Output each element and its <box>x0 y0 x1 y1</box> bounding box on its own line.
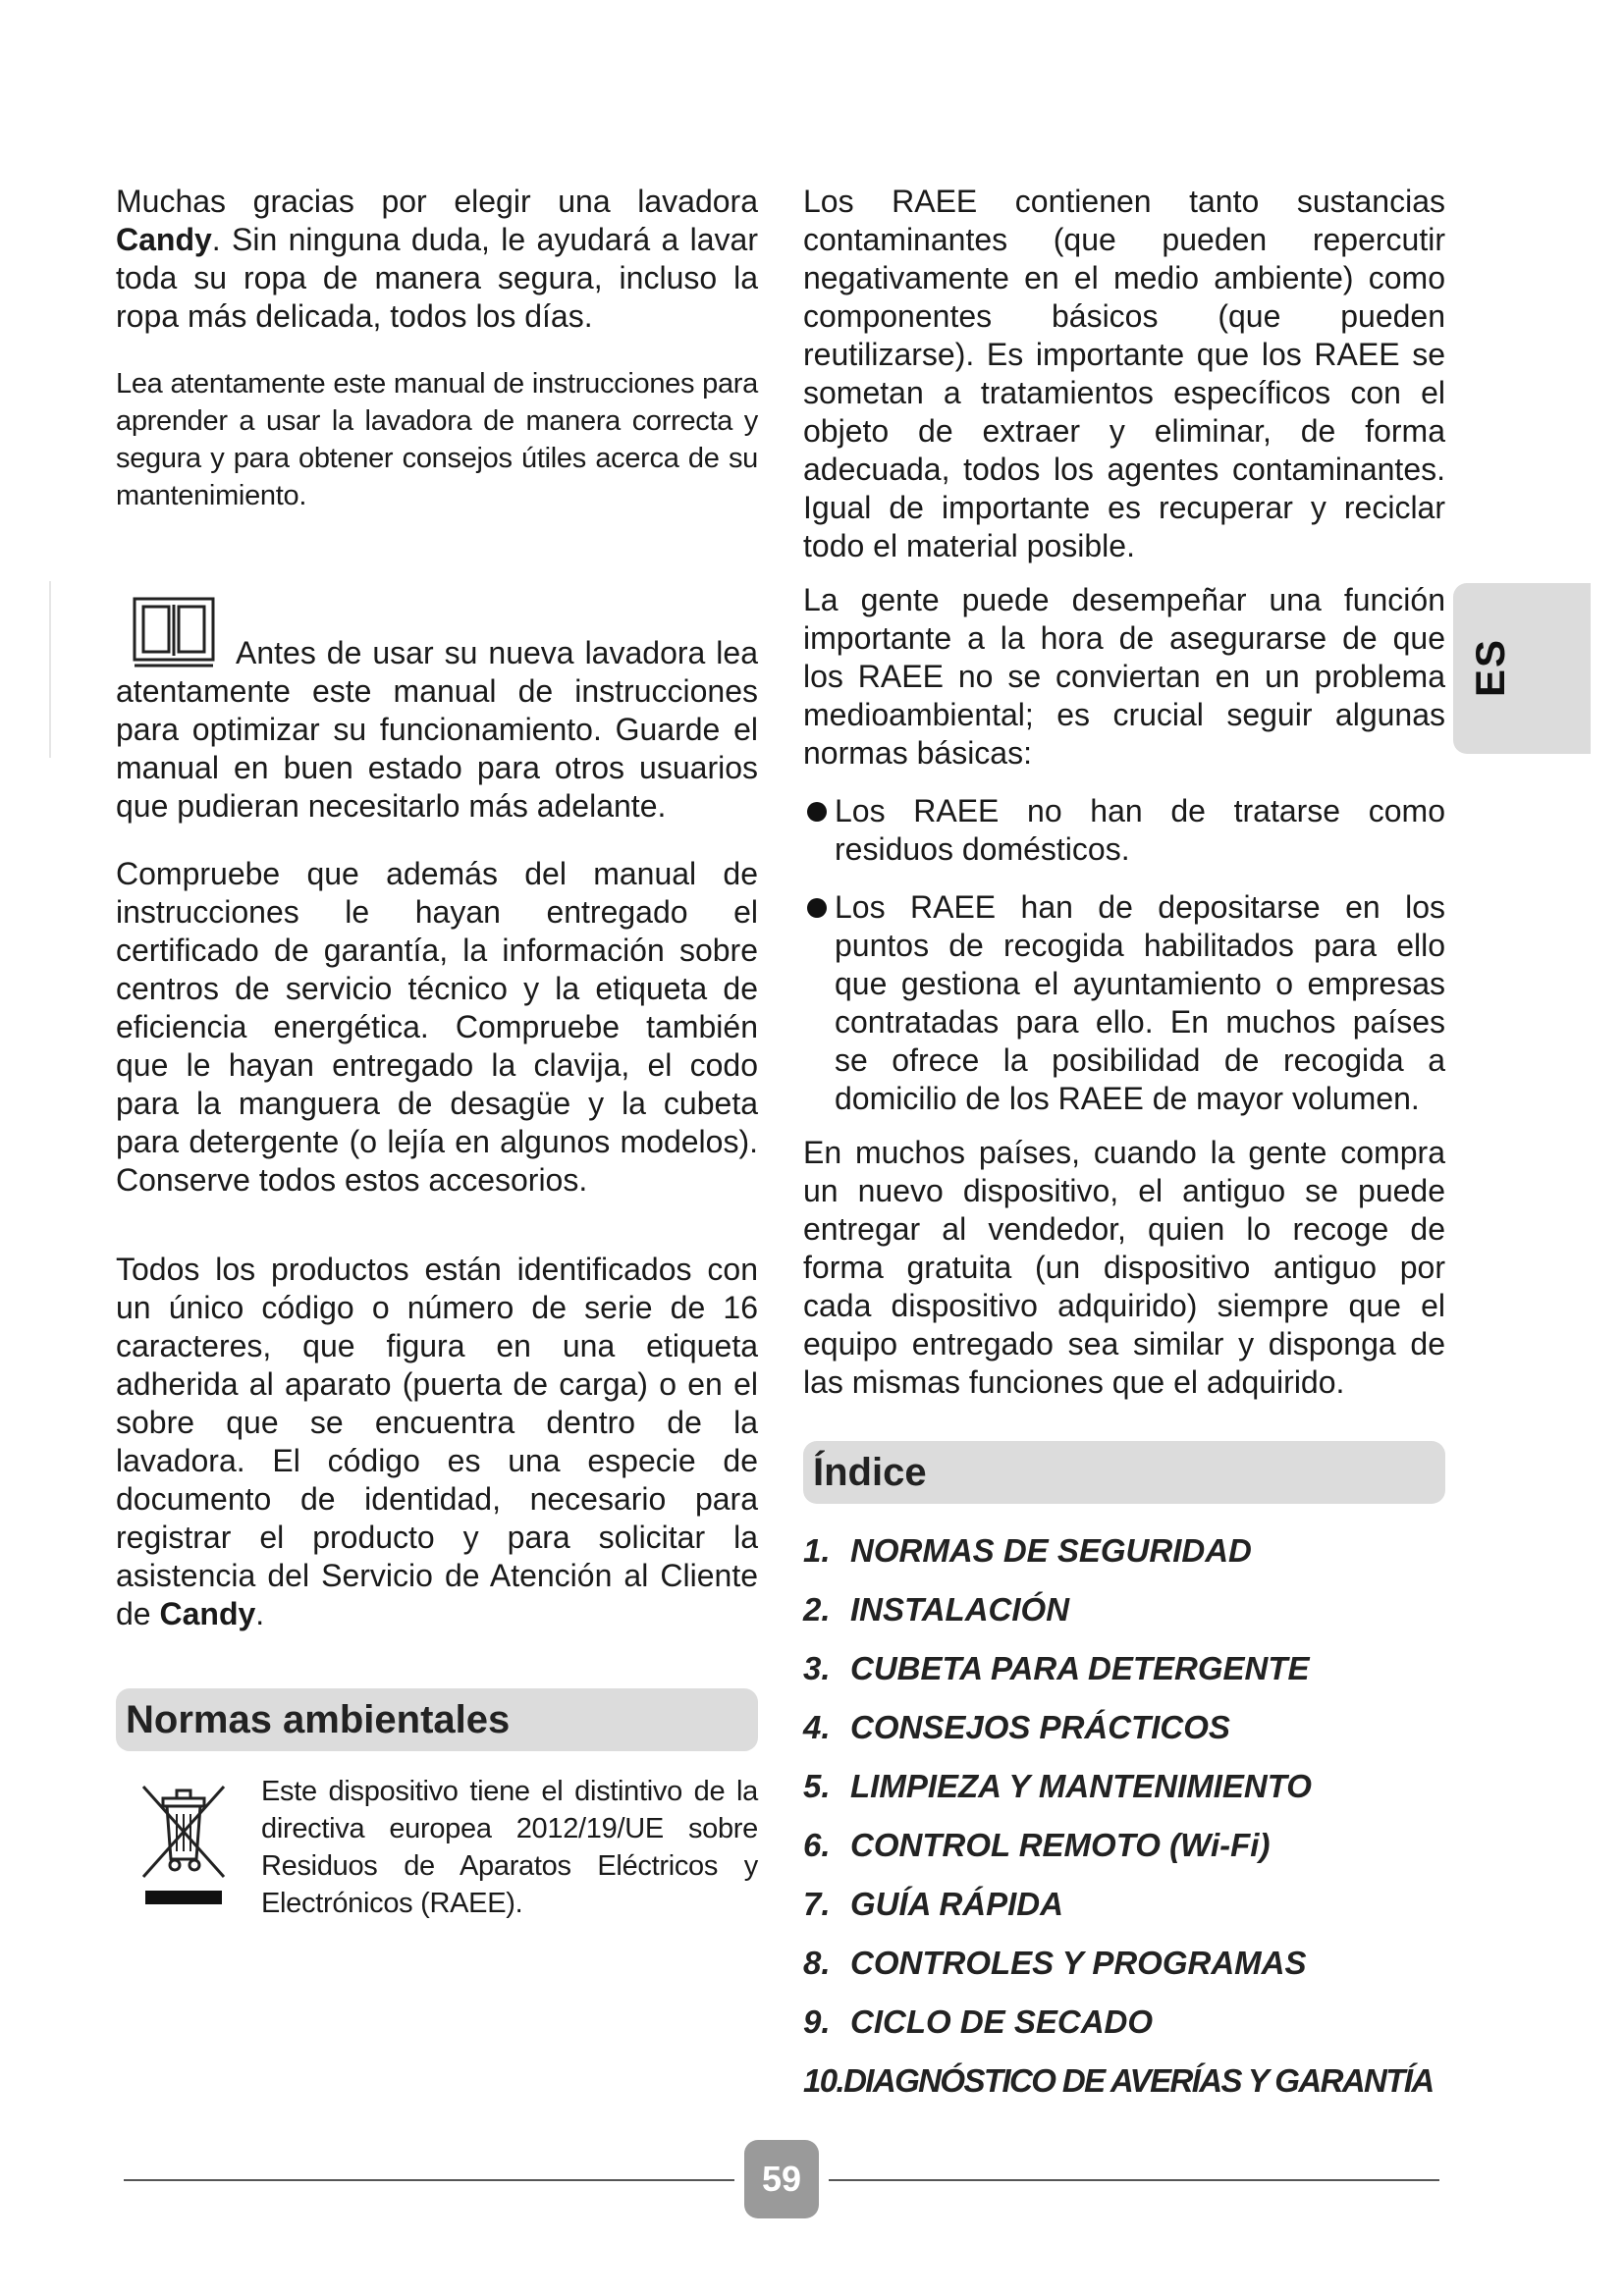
index-item[interactable]: 6. CONTROL REMOTO (Wi-Fi) <box>803 1827 1271 1863</box>
index-item[interactable]: 9. CICLO DE SECADO <box>803 2003 1154 2040</box>
env-row <box>116 1773 758 1922</box>
book-icon <box>132 595 216 669</box>
language-label: ES <box>1467 637 1513 698</box>
index-item[interactable]: 3. CUBETA PARA DETERGENTE <box>803 1650 1310 1686</box>
bullet-icon <box>807 802 827 822</box>
language-tab <box>1453 583 1591 754</box>
index-list <box>803 1522 1445 2110</box>
index-item[interactable]: 5. LIMPIEZA Y MANTENIMIENTO <box>803 1768 1312 1804</box>
right-column <box>803 183 1445 2110</box>
list-item: Los RAEE han de depositarse en los puntos de recogida habilitados para ello que gestiona el ayuntamiento o empresas contratadas para ello. En muchos países se ofrece la posibilidad de recogida a domicilio de los RAEE de mayor volumen. <box>803 888 1445 1118</box>
brand-name: Candy <box>116 222 212 257</box>
index-item[interactable]: 8. CONTROLES Y PROGRAMAS <box>803 1945 1307 1981</box>
index-section-title: Índice <box>803 1441 1445 1504</box>
list-item: Los RAEE no han de tratarse como residuos domésticos. <box>803 792 1445 869</box>
margin-mark <box>49 581 51 758</box>
page-number: 59 <box>744 2140 819 2218</box>
index-item[interactable]: 10.DIAGNÓSTICO DE AVERÍAS Y GARANTÍA <box>803 2062 1434 2099</box>
index-item[interactable]: 1. NORMAS DE SEGURIDAD <box>803 1532 1252 1569</box>
env-paragraph: Este dispositivo tiene el distintivo de la directiva europea 2012/19/UE sobre Residuos de Aparatos Eléctricos y Electrónicos (RAEE). <box>261 1776 758 1919</box>
check-items-paragraph: Compruebe que además del manual de instrucciones le hayan entregado el certificado de garantía, la información sobre centros de servicio técnico y la etiqueta de eficiencia energética. Compruebe también que le hayan entregado la clavija, el codo para la manguera de desagüe y la cubeta para detergente (o lejía en algunos modelos). Conserve todos estos accesorios. <box>116 856 758 1198</box>
index-item[interactable]: 7. GUÍA RÁPIDA <box>803 1886 1063 1922</box>
weee-crossed-bin-icon <box>139 1781 228 1908</box>
serial-paragraph: Todos los productos están identificados con un único código o número de serie de 16 caracteres, que figura en una etiqueta adherida al aparato (puerta de carga) o en el sobre que se encuentra dentro de la lavadora. El código es una especie de documento de identidad, necesario para registrar el producto y para solicitar la asistencia del Servicio de Atención al Cliente de Candy. <box>116 1252 758 1631</box>
raee-contain-paragraph: Los RAEE contienen tanto sustancias contaminantes (que pueden repercutir negativamente en el medio ambiente) como componentes básicos (que pueden reutilizarse). Es importante que los RAEE se sometan a tratamientos específicos con el objeto de extraer y eliminar, de forma adecuada, todos los agentes contaminantes. Igual de importante es recuperar y reciclar todo el material posible. <box>803 184 1445 563</box>
bullet-icon <box>807 898 827 918</box>
index-item[interactable]: 4. CONSEJOS PRÁCTICOS <box>803 1709 1230 1745</box>
intro-paragraph: Muchas gracias por elegir una lavadora Candy. Sin ninguna duda, le ayudará a lavar toda su ropa de manera segura, incluso la ropa más delicada, todos los días. <box>116 184 758 334</box>
buy-new-paragraph: En muchos países, cuando la gente compra un nuevo dispositivo, el antiguo se puede entregar al vendedor, quien lo recoge de forma gratuita (un dispositivo antiguo por cada dispositivo adquirido) siempre que el equipo entregado sea similar y disponga de las mismas funciones que el adquirido. <box>803 1135 1445 1400</box>
before-use-paragraph: Antes de usar su nueva lavadora lea atentamente este manual de instrucciones para optimizar su funcionamiento. Guarde el manual en buen estado para otros usuarios que pudieran necesitarlo más adelante. <box>116 635 758 824</box>
footer-divider-right <box>829 2179 1439 2181</box>
read-manual-paragraph: Lea atentamente este manual de instrucciones para aprender a usar la lavadora de manera correcta y segura y para obtener consejos útiles acerca de su mantenimiento. <box>116 368 758 511</box>
before-use-block <box>116 595 758 826</box>
brand-name: Candy <box>159 1596 256 1631</box>
index-item[interactable]: 2. INSTALACIÓN <box>803 1591 1070 1628</box>
footer-divider-left <box>124 2179 734 2181</box>
left-column <box>116 183 758 1922</box>
people-role-paragraph: La gente puede desempeñar una función importante a la hora de asegurarse de que los RAEE no se conviertan en un problema medioambiental; es crucial seguir algunas normas básicas: <box>803 582 1445 771</box>
env-section-title: Normas ambientales <box>116 1688 758 1751</box>
